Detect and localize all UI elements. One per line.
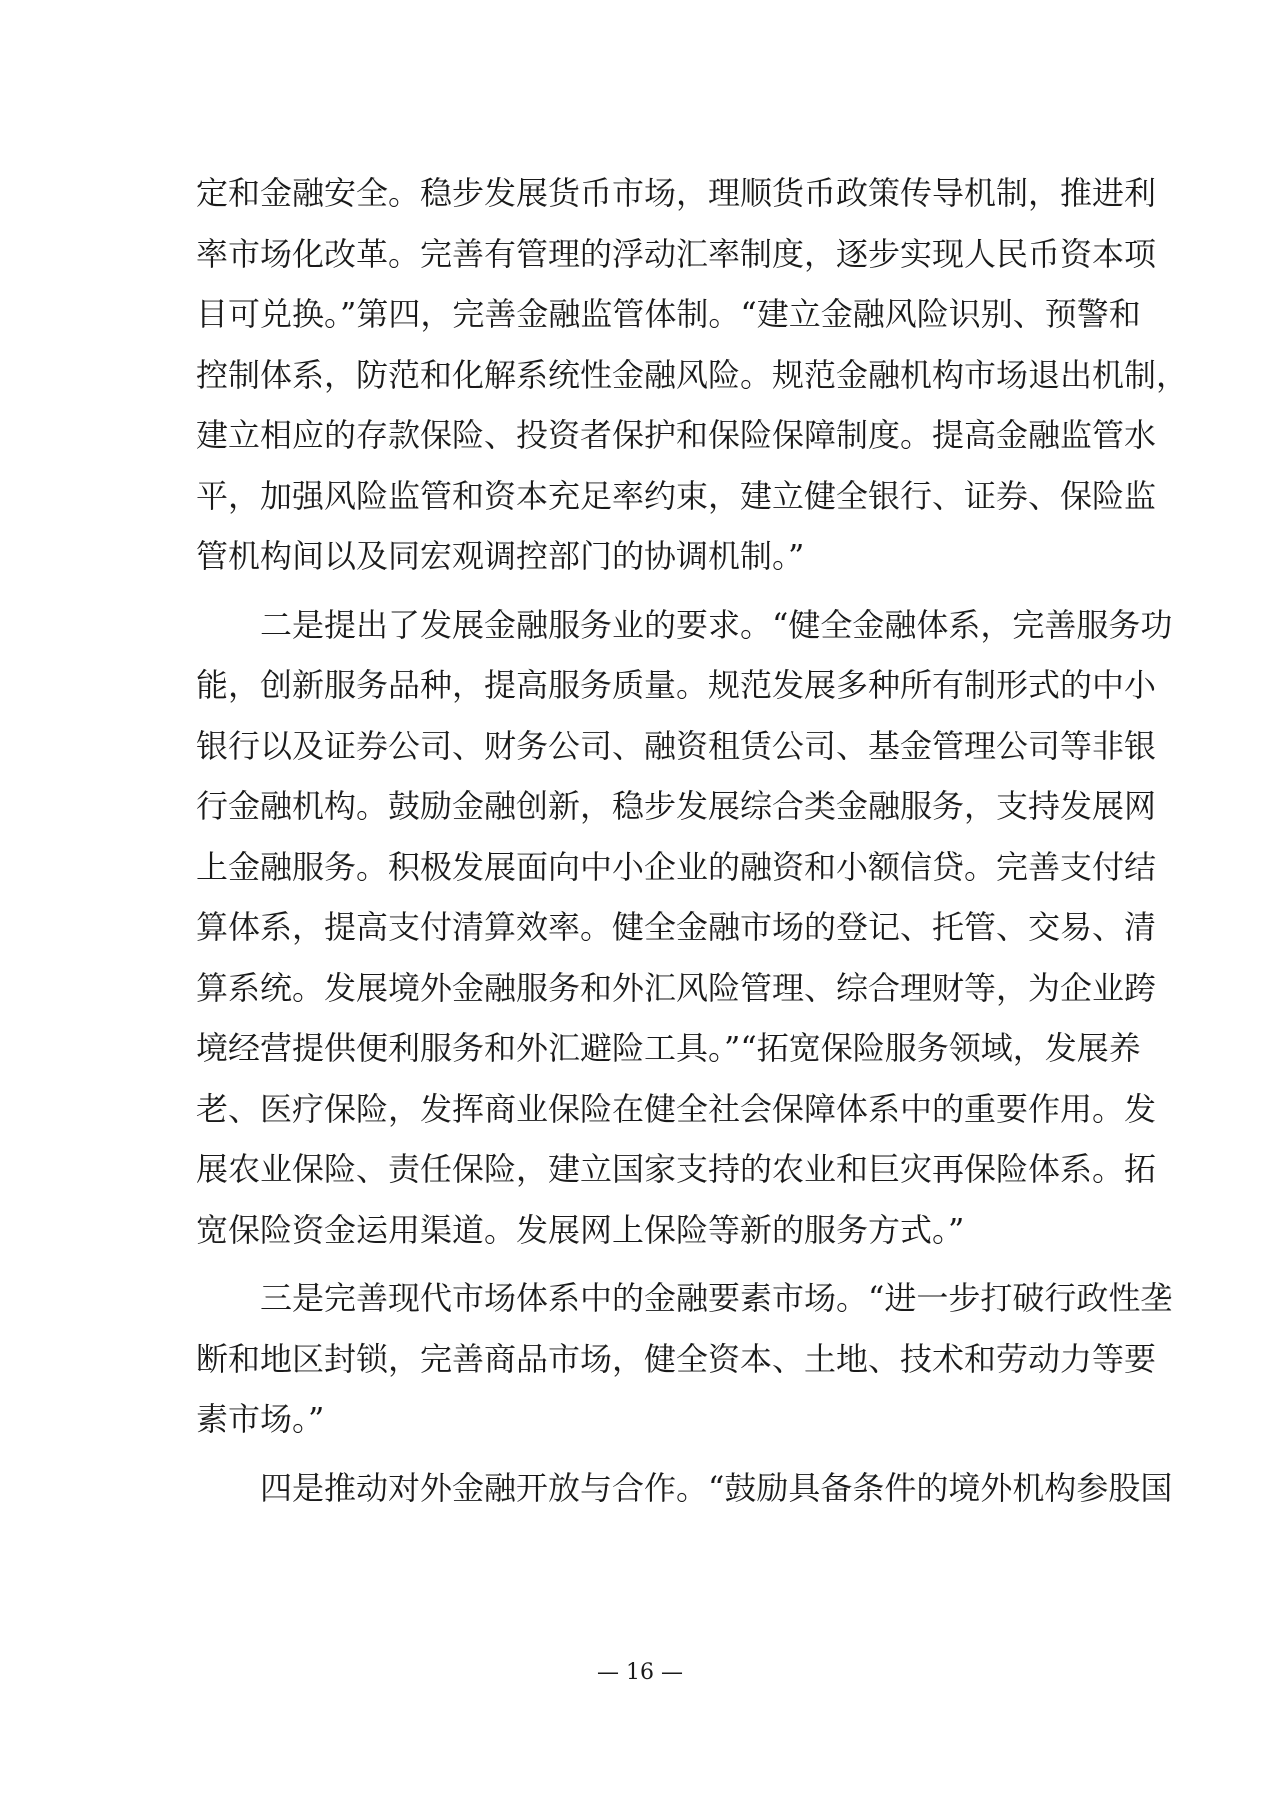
text-line: 二是提出了发展金融服务业的要求。“健全金融体系，完善服务功 [196, 605, 1173, 644]
text-line: 算系统。发展境外金融服务和外汇风险管理、综合理财等，为企业跨 [196, 968, 1157, 1007]
text-line: 四是推动对外金融开放与合作。“鼓励具备条件的境外机构参股国 [196, 1468, 1173, 1507]
text-line: 老、医疗保险，发挥商业保险在健全社会保障体系中的重要作用。发 [196, 1089, 1157, 1128]
text-line: 展农业保险、责任保险，建立国家支持的农业和巨灾再保险体系。拓 [196, 1150, 1157, 1188]
text-line: 宽保险资金运用渠道。发展网上保险等新的服务方式。” [196, 1210, 965, 1249]
text-line: 行金融机构。鼓励金融创新，稳步发展综合类金融服务，支持发展网 [196, 787, 1157, 825]
text-line: 率市场化改革。完善有管理的浮动汇率制度，逐步实现人民币资本项 [196, 234, 1157, 273]
text-line: 管机构间以及同宏观调控部门的协调机制。” [196, 537, 805, 575]
paragraph-3 [196, 1268, 1173, 1450]
text-line: 银行以及证券公司、财务公司、融资租赁公司、基金管理公司等非银 [196, 726, 1157, 765]
text-line: 控制体系，防范和化解系统性金融风险。规范金融机构市场退出机制， [196, 355, 1189, 394]
text-body [196, 163, 1189, 1518]
text-line: 算体系，提高支付清算效率。健全金融市场的登记、托管、交易、清 [196, 908, 1157, 946]
text-line: 能，创新服务品种，提高服务质量。规范发展多种所有制形式的中小 [196, 666, 1157, 704]
paragraph-4 [196, 1458, 1173, 1519]
text-line: 平，加强风险监管和资本充足率约束，建立健全银行、证券、保险监 [196, 476, 1157, 515]
text-line: 目可兑换。”第四，完善金融监管体制。“建立金融风险识别、预警和 [196, 295, 1141, 333]
paragraph-1 [196, 163, 1189, 587]
text-line: 定和金融安全。稳步发展货币市场，理顺货币政策传导机制，推进利 [196, 174, 1157, 212]
text-line: 境经营提供便利服务和外汇避险工具。”“拓宽保险服务领域，发展养 [196, 1029, 1141, 1067]
text-line: 三是完善现代市场体系中的金融要素市场。“进一步打破行政性垄 [196, 1279, 1173, 1317]
text-line: 断和地区封锁，完善商品市场，健全资本、土地、技术和劳动力等要 [196, 1339, 1157, 1378]
paragraph-2 [196, 595, 1173, 1261]
text-line: 上金融服务。积极发展面向中小企业的融资和小额信贷。完善支付结 [196, 847, 1157, 886]
text-line: 素市场。” [196, 1400, 325, 1438]
page-number: — 16 — [597, 1660, 683, 1685]
text-line: 建立相应的存款保险、投资者保护和保险保障制度。提高金融监管水 [196, 416, 1157, 454]
